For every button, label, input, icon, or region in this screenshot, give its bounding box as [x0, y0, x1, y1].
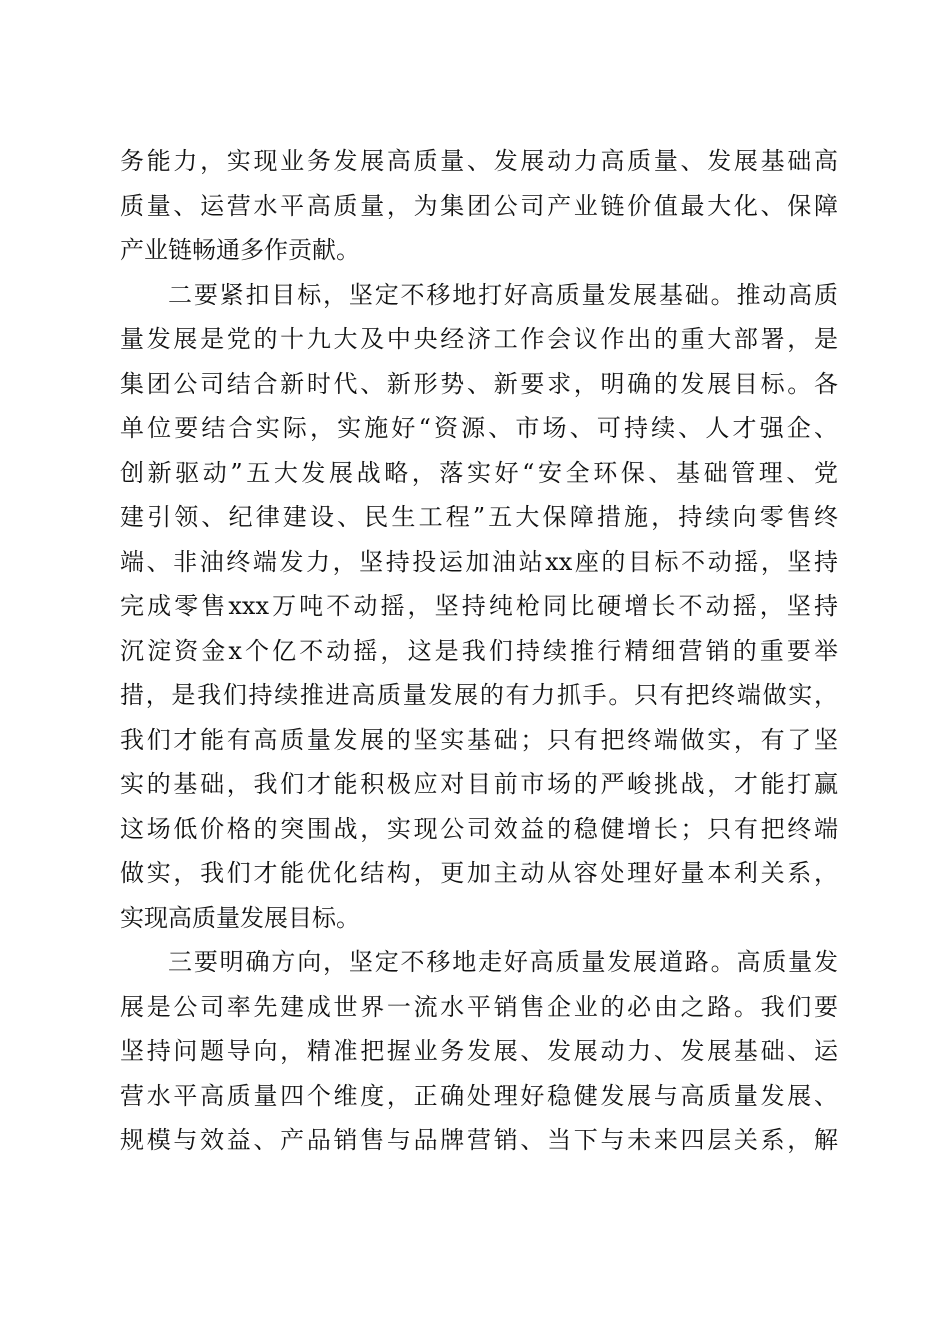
text-line: 做实，我们才能优化结构，更加主动从容处理好量本利关系， — [120, 859, 838, 887]
text-line: 集团公司结合新时代、新形势、新要求，明确的发展目标。各 — [120, 369, 838, 398]
text-line: 措，是我们持续推进高质量发展的有力抓手。只有把终端做实， — [120, 681, 838, 709]
text-line: 营水平高质量四个维度，正确处理好稳健发展与高质量发展、 — [120, 1081, 838, 1110]
text-line: 务能力，实现业务发展高质量、发展动力高质量、发展基础高 — [120, 147, 838, 175]
paragraph-3 — [120, 940, 838, 1163]
text-line: 三要明确方向，坚定不移地走好高质量发展道路。高质量发 — [168, 948, 838, 976]
text-line: 实的基础，我们才能积极应对目前市场的严峻挑战，才能打赢 — [120, 770, 838, 798]
text-line: 二要紧扣目标，坚定不移地打好高质量发展基础。推动高质 — [168, 280, 838, 309]
text-line: 单位要结合实际，实施好“资源、市场、可持续、人才强企、 — [120, 414, 838, 442]
text-line: 端、非油终端发力，坚持投运加油站xx座的目标不动摇，坚持 — [120, 547, 838, 576]
text-line: 展是公司率先建成世界一流水平销售企业的必由之路。我们要 — [120, 992, 838, 1021]
text-line: 坚持问题导向，精准把握业务发展、发展动力、发展基础、运 — [120, 1037, 838, 1065]
text-line: 建引领、纪律建设、民生工程”五大保障措施，持续向零售终 — [120, 503, 838, 531]
text-line: 完成零售xxx万吨不动摇，坚持纯枪同比硬增长不动摇，坚持 — [120, 592, 838, 620]
text-line: 量发展是党的十九大及中央经济工作会议作出的重大部署，是 — [120, 325, 838, 353]
text-line: 这场低价格的突围战，实现公司效益的稳健增长；只有把终端 — [120, 814, 838, 843]
text-line: 我们才能有高质量发展的坚实基础；只有把终端做实，有了坚 — [120, 725, 838, 754]
text-line: 创新驱动”五大发展战略，落实好“安全环保、基础管理、党 — [120, 458, 838, 487]
text-line: 沉淀资金x个亿不动摇，这是我们持续推行精细营销的重要举 — [120, 636, 838, 665]
text-line: 产业链畅通多作贡献。 — [120, 236, 360, 264]
paragraph-1 — [120, 139, 838, 273]
document-body — [120, 139, 838, 1163]
text-line: 规模与效益、产品销售与品牌营销、当下与未来四层关系，解 — [120, 1126, 838, 1154]
paragraph-2 — [120, 273, 838, 941]
text-line: 质量、运营水平高质量，为集团公司产业链价值最大化、保障 — [120, 191, 838, 220]
text-line: 实现高质量发展目标。 — [120, 903, 360, 932]
